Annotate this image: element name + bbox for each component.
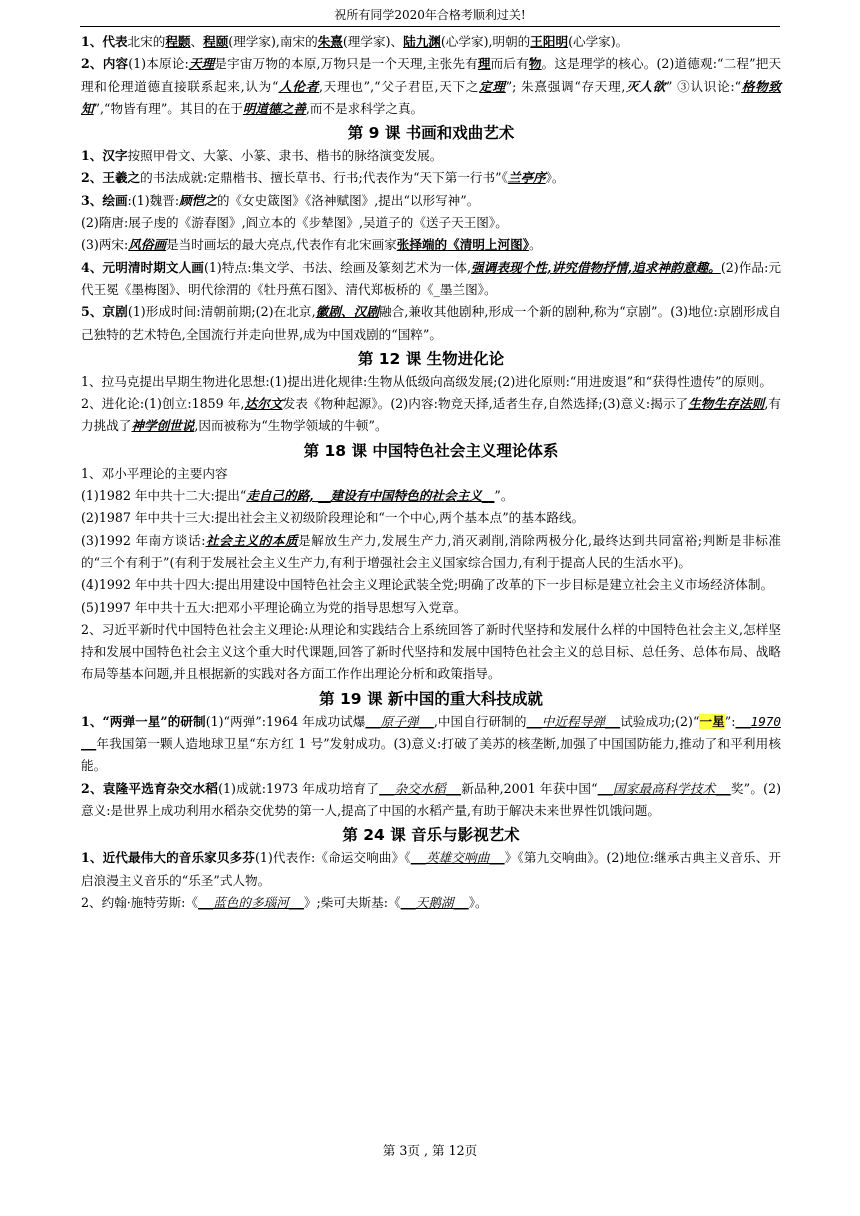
lesson-24-title: 第 24 课 音乐与影视艺术 xyxy=(342,826,520,845)
lesson-19-item-2: 2、袁隆平选育杂交水稻(1)成就:1973 年成功培育了__杂交水稻__新品种,2001 年获中国“__国家最高科学技术__奖”。(2)意义:是世界上成功利用水稻杂交优势的第一人,提高了中国的水稻产量,有助于解决未来世界性饥饿问题。 xyxy=(81,780,781,818)
lesson-18-intro: 1、邓小平理论的主要内容 xyxy=(81,465,228,481)
lesson-9-item-3c: (3)两宋:风俗画是当时画坛的最大亮点,代表作有北宋画家张择端的《清明上河图》。 xyxy=(81,237,542,253)
lesson-9-item-2: 2、王羲之的书法成就:定鼎楷书、擅长草书、行书;代表作为“天下第一行书”《兰亭序》。 xyxy=(81,170,565,186)
page-header: 祝所有同学2020年合格考顺利过关! xyxy=(334,8,526,22)
lesson-9-item-5: 5、京剧(1)形成时间:清朝前期;(2)在北京,徽剧、汉剧融合,兼收其他剧种,形成一个新的剧种,称为“京剧”。(3)地位:京剧形成自己独特的艺术特色,全国流行并走向世界,成为中国戏剧的“国粹”。 xyxy=(81,304,782,342)
document-body xyxy=(81,31,781,914)
answer-blank: __1970__ xyxy=(81,713,781,752)
lesson-24-item-2: 2、约翰·施特劳斯:《__蓝色的多瑙河__》;柴可夫斯基:《__天鹅湖__》。 xyxy=(81,894,488,910)
header-divider xyxy=(80,26,780,27)
lesson-9-item-4: 4、元明清时期文人画(1)特点:集文学、书法、绘画及篆刻艺术为一体,强调表现个性,讲究借物抒情,追求神韵意趣。(2)作品:元代王冕《墨梅图》、明代徐渭的《牡丹蕉石图》、清代郑板桥的《_墨兰图》。 xyxy=(81,259,782,297)
lesson-19-item-1: 1、“两弹一星”的研制(1)“两弹”:1964 年成功试爆__原子弹__,中国自行研制的__中近程导弹__试验成功;(2)“一星”:__1970__年我国第一颗人造地球卫星“东方红 1 号”发射成功。(3)意义:打破了美苏的核垄断,加强了中国国防能力,推动了和平利用核能。 xyxy=(81,713,781,774)
lesson-18-item-2: (2)1987 年中共十三大:提出社会主义初级阶段理论和“一个中心,两个基本点”的基本路线。 xyxy=(81,510,585,526)
lesson-18-item-3: (3)1992 年南方谈话:社会主义的本质是解放生产力,发展生产力,消灭剥削,消除两极分化,最终达到共同富裕;判断是非标准的“三个有利于”(有利于发展社会主义生产力,有利于增强社会主义国家综合国力,有利于提高人民的生活水平)。 xyxy=(81,532,781,570)
lesson-18-title: 第 18 课 中国特色社会主义理论体系 xyxy=(303,441,559,460)
highlighted-text: 一星 xyxy=(699,713,725,729)
lesson-18-item-1: (1)1982 年中共十二大:提出“走自己的路, __建设有中国特色的社会主义__”。 xyxy=(81,488,514,504)
answer-blank: __原子弹__ xyxy=(365,713,434,729)
lesson-18-item-6: 2、习近平新时代中国特色社会主义理论:从理论和实践结合上系统回答了新时代坚持和发展什么样的中国特色社会主义,怎样坚持和发展中国特色社会主义这个重大时代课题,回答了新时代坚持和发展中国特色社会主义的总目标、总任务、总体布局、战略布局等基本问题,并且根据新的实践对各方面工作作出理论分析和政策指导。 xyxy=(81,621,781,682)
answer-blank: __蓝色的多瑙河__ xyxy=(198,894,304,910)
answer-blank: __杂交水稻__ xyxy=(379,780,461,796)
page-footer: 第 3页 , 第 12页 xyxy=(382,1143,478,1158)
paragraph-representatives: 1、代表北宋的程颢、程颐(理学家),南宋的朱熹(理学家)、陆九渊(心学家),明朝的王阳明(心学家)。 xyxy=(81,34,629,49)
answer-blank: __中近程导弹__ xyxy=(526,713,621,729)
lesson-24-item-1: 1、近代最伟大的音乐家贝多芬(1)代表作:《命运交响曲》《__英雄交响曲__》《第九交响曲》。(2)地位:继承古典主义音乐、开启浪漫主义音乐的“乐圣”式人物。 xyxy=(81,850,782,888)
lesson-19-title: 第 19 课 新中国的重大科技成就 xyxy=(319,689,543,708)
answer-blank: __天鹅湖__ xyxy=(400,894,469,910)
lesson-12-item-2: 2、进化论:(1)创立:1859 年,达尔文发表《物种起源》。(2)内容:物竞天择,适者生存,自然选择;(3)意义:揭示了生物生存法则,有力挑战了神学创世说,因而被称为“生物学领域的牛顿”。 xyxy=(81,396,782,434)
answer-blank: __国家最高科学技术__ xyxy=(597,780,731,796)
answer-blank: __英雄交响曲__ xyxy=(410,850,505,866)
lesson-9-item-1: 1、汉字按照甲骨文、大篆、小篆、隶书、楷书的脉络演变发展。 xyxy=(81,148,443,164)
lesson-18-item-4: (4)1992 年中共十四大:提出用建设中国特色社会主义理论武装全党;明确了改革的下一步目标是建立社会主义市场经济体制。 xyxy=(81,577,774,593)
lesson-12-item-1: 1、拉马克提出早期生物进化思想:(1)提出进化规律:生物从低级向高级发展;(2)进化原则:“用进废退”和“获得性遗传”的原则。 xyxy=(81,373,772,389)
lesson-9-title: 第 9 课 书画和戏曲艺术 xyxy=(347,124,515,143)
lesson-18-item-5: (5)1997 年中共十五大:把邓小平理论确立为党的指导思想写入党章。 xyxy=(81,599,467,615)
lesson-9-item-3: 3、绘画:(1)魏晋:顾恺之的《女史箴图》《洛神赋图》,提出“以形写神”。 xyxy=(81,192,480,208)
paragraph-content: 2、内容(1)本原论:天理是宇宙万物的本原,万物只是一个天理,主张先有理而后有物。这是理学的核心。(2)道德观:“二程”把天理和伦理道德直接联系起来,认为“人伦者,天理也”,“父子君臣,天下之定理”; 朱熹强调“存天理,灭人欲” ③认识论:“格物致知”,“物皆有理”。其目的在于明道德之善,而不是求科学之真。 xyxy=(81,56,782,116)
lesson-9-item-3b: (2)隋唐:展子虔的《游春图》,阎立本的《步辇图》,吴道子的《送子天王图》。 xyxy=(81,215,508,231)
lesson-12-title: 第 12 课 生物进化论 xyxy=(357,349,505,368)
